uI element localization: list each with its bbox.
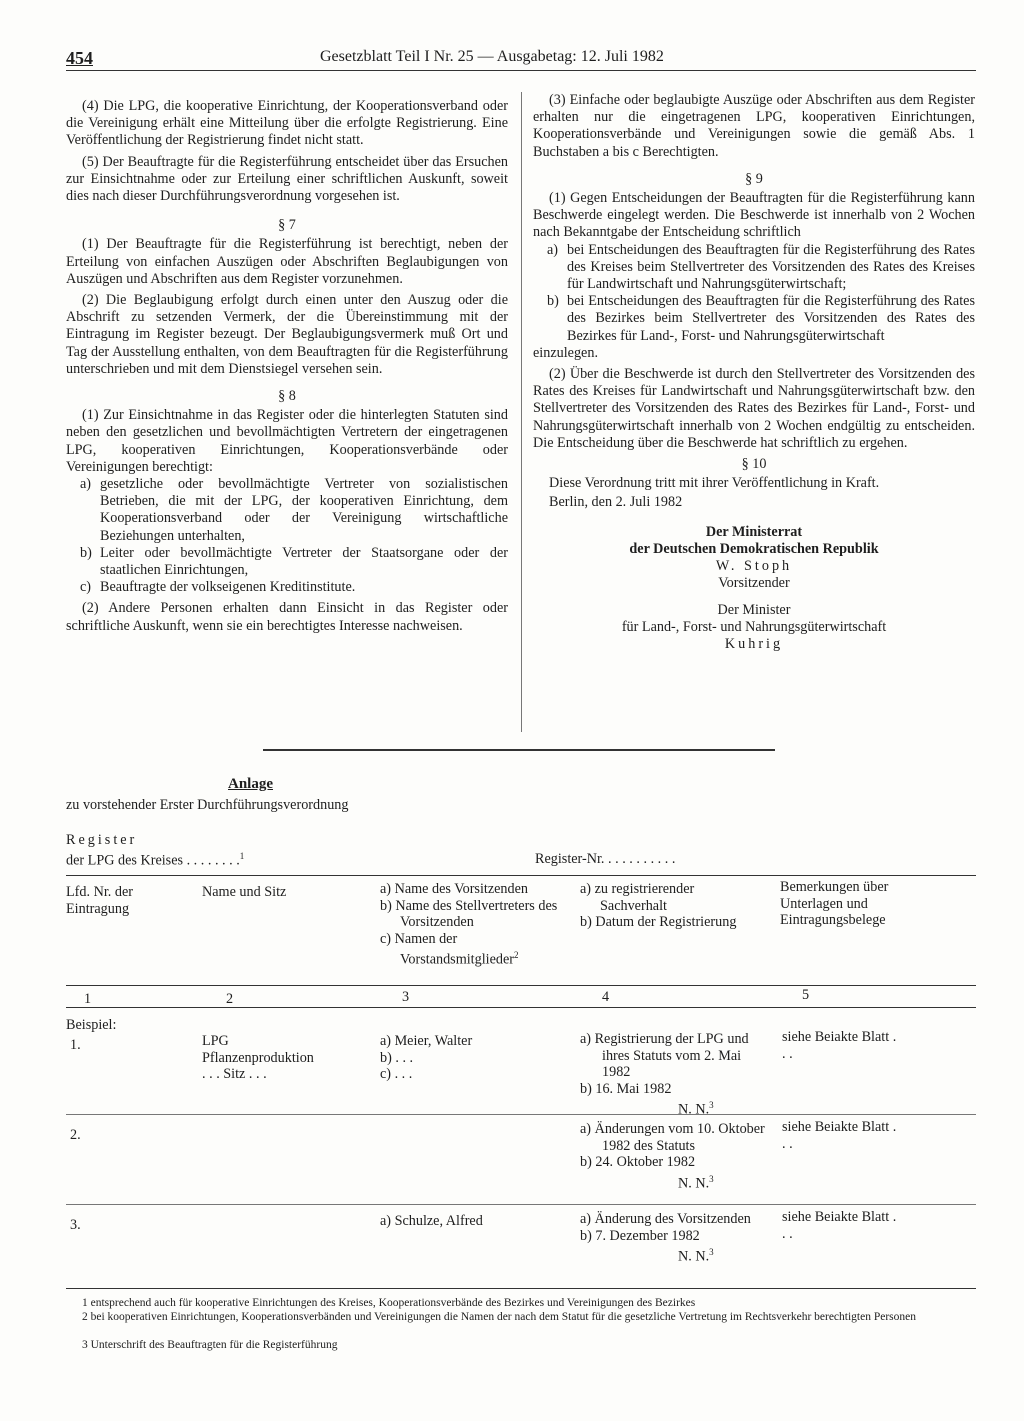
paragraph-7-2: (2) Die Beglaubigung erfolgt durch einen unter den Auszug oder die Abschrift zu setzenden Vermerk, der die Übereinstimmung mit der Eintragung im Register bezeugt. Der Beglaubigungsvermerk muß Ort und Tag der Ausstellung enthalten, von dem Beauftragten für die Registerführung unterschrieben und mit dem Dienstsiegel versehen sein. [66,292,508,377]
column-header-sachverhalt: a) zu registrierender Sachverhalt b) Datum der Registrierung [580,881,737,930]
paragraph-8-1: (1) Zur Einsichtnahme in das Register oder die hinterlegten Statuten sind neben den gesetzlichen und bevollmächtigten Vertretern der eingetragenen LPG, kooperativen Einrichtungen, Kooperationsverbände oder Vereinigungen berechtigt: [66,407,508,475]
table-cell-name: LPG Pflanzenproduktion . . . Sitz . . . [202,1033,314,1082]
column-divider [521,92,522,732]
paragraph-9-2: (2) Über die Beschwerde ist durch den Stellvertreter des Vorsitzenden des Rates des Kreises für Landwirtschaft und Nahrungsgüterwirtschaft bzw. den Stellvertreter des Vorsitzenden des Rates des Bezirkes für Land-, Forst- und Nahrungsgüterwirtschaft innerhalb von 2 Wochen endgültig zu entscheiden. Die Entscheidung über die Beschwerde hat schriftlich zu ergehen. [533,366,975,451]
footnote-1: 1 entsprechend auch für kooperative Einrichtungen des Kreises, Kooperationsverbände des Bezirkes und Vereinigungen des Bezirkes [82,1297,696,1309]
list-item: c) Beauftragte der volkseigenen Kreditinstitute. [80,579,356,596]
list-item: a) bei Entscheidungen des Beauftragten für die Registerführung des Rates des Kreises beim Stellvertreter des Vorsitzenden des Rates des Kreises für Landwirtschaft und Nahrungsgüterwirtschaft; [547,241,975,293]
paragraph-9-end: einzulegen. [533,344,598,361]
paragraph-10: Diese Verordnung tritt mit ihrer Veröffentlichung in Kraft. [549,475,880,492]
column-number: 3 [402,989,410,1005]
example-label: Beispiel: [66,1017,117,1033]
table-rule-numbers [66,1007,976,1008]
table-cell-bemerkung: siehe Beiakte Blatt . . . [782,1029,897,1062]
place-date: Berlin, den 2. Juli 1982 [549,494,683,511]
page-number: 454 [66,48,93,68]
table-cell-vorstand: a) Schulze, Alfred [380,1213,483,1229]
table-cell-bemerkung: siehe Beiakte Blatt . . . [782,1119,897,1152]
table-rule-head [66,985,976,986]
annex-subtitle: zu vorstehender Erster Durchführungsverordnung [66,797,349,813]
signature-name: W. Stoph [715,557,793,574]
column-number: 5 [802,987,810,1003]
table-cell-sachverhalt: a) Änderung des Vorsitzenden b) 7. Dezember 1982 N. N.$^3$ [580,1211,751,1265]
header-rule [66,70,976,71]
column-header-lfd-nr: Lfd. Nr. der Eintragung [66,884,133,917]
footnote-2: 2 bei kooperativen Einrichtungen, Kooperationsverbänden und Vereinigungen die Namen der nach dem Statut für die gesetzliche Vertretung im Rechtsverkehr berechtigten Personen [82,1311,917,1323]
paragraph-6-5: (5) Der Beauftragte für die Registerführung entscheidet über das Ersuchen zur Einsichtnahme oder zur Erteilung einer schriftlichen Auskunft, soweit dies nach dieser Durchführungsverordnung vorgesehen ist. [66,153,508,205]
page-header [66,48,976,70]
register-label: Register [66,832,138,848]
paragraph-7-1: (1) Der Beauftragte für die Registerführung ist berechtigt, neben der Erteilung von einfachen Auszügen oder Abschriften Beglaubigungen von Auszügen und Abschriften aus dem Register vorzunehmen. [66,236,508,287]
table-rule-row2 [66,1204,976,1205]
table-rule-top [66,875,976,876]
section-9-heading: § 9 [745,170,763,187]
table-cell-sachverhalt: a) Änderungen vom 10. Oktober 1982 des Statuts b) 24. Oktober 1982 N. N.$^3$ [580,1121,765,1192]
table-row: 1. [70,1037,81,1053]
signature-block-minister: Der Minister für Land-, Forst- und Nahrungsgüterwirtschaft Kuhrig [533,602,975,653]
column-number: 1 [84,991,92,1007]
column-number: 2 [226,991,234,1007]
list-item: a) gesetzliche oder bevollmächtigte Vertreter von sozialistischen Betrieben, die mit der LPG, der kooperativen Einrichtung, dem Kooperationsverband oder der Vereinigung wirtschaftliche Beziehungen unterhalten, [80,476,508,544]
annex-title: Anlage [228,776,273,792]
left-column [66,98,508,635]
paragraph-9-1: (1) Gegen Entscheidungen der Beauftragten für die Registerführung kann Beschwerde eingelegt werden. Die Beschwerde ist innerhalb von 2 Wochen nach Bekanntgabe der Entscheidung schriftlich [533,190,975,241]
register-number: Register-Nr. . . . . . . . . . . [535,851,676,867]
table-cell-vorstand: a) Meier, Walter b) . . . c) . . . [380,1033,473,1082]
column-header-name: Name und Sitz [202,884,287,900]
table-cell-bemerkung: siehe Beiakte Blatt . . . [782,1209,897,1242]
right-column [533,92,975,653]
table-row: 3. [70,1217,81,1233]
table-row: 2. [70,1127,81,1143]
paragraph-8-2: (2) Andere Personen erhalten dann Einsicht in das Register oder schriftliche Auskunft, wenn sie ein berechtigtes Interesse nachweisen. [66,600,508,634]
paragraph-6-4: (4) Die LPG, die kooperative Einrichtung, der Kooperationsverband oder die Vereinigung erhält eine Mitteilung über die erfolgte Registrierung. Eine Veröffentlichung der Registrierung findet nicht statt. [66,98,508,149]
list-item: b) bei Entscheidungen des Beauftragten für die Registerführung des Rates des Bezirkes beim Stellvertreter des Vorsitzenden des Rates des Bezirkes für Land-, Forst- und Nahrungsgüterwirtschaft [547,293,975,344]
column-header-bemerkungen: Bemerkungen über Unterlagen und Eintragungsbelege [780,879,889,928]
register-kreis: der LPG des Kreises . . . . . . . .$^1$ [66,851,245,869]
section-10-heading: § 10 [741,456,767,473]
section-7-heading: § 7 [278,217,296,234]
signature-block-ministerrat: Der Ministerrat der Deutschen Demokratischen Republik W. Stoph Vorsitzender [533,524,975,592]
paragraph-8-3: (3) Einfache oder beglaubigte Auszüge oder Abschriften aus dem Register erhalten nur die eingetragenen LPG, kooperativen Einrichtungen, Kooperationsverbände und Vereinigungen sowie die gemäß Abs. 1 Buchstaben a bis c Berechtigten. [533,92,975,160]
signature-name: Kuhrig [724,635,784,652]
table-cell-sachverhalt: a) Registrierung der LPG und ihres Statuts vom 2. Mai 1982 b) 16. Mai 1982 N. N.$^3$ [580,1031,749,1118]
section-8-heading: § 8 [278,388,296,405]
page-title: Gesetzblatt Teil I Nr. 25 — Ausgabetag: 12. Juli 1982 [320,48,664,65]
column-header-vorstand: a) Name des Vorsitzenden b) Name des Stellvertreters des Vorsitzenden c) Namen der Vorstandsmitglieder$^2$ [380,881,558,968]
footnote-3: 3 Unterschrift des Beauftragten für die Registerführung [82,1339,338,1351]
table-rule-bottom [66,1288,976,1289]
list-item: b) Leiter oder bevollmächtigte Vertreter der Staatsorgane oder der staatlichen Einrichtungen, [80,544,508,579]
column-number: 4 [602,989,610,1005]
section-rule [263,749,775,751]
table-rule-row1 [66,1114,976,1115]
